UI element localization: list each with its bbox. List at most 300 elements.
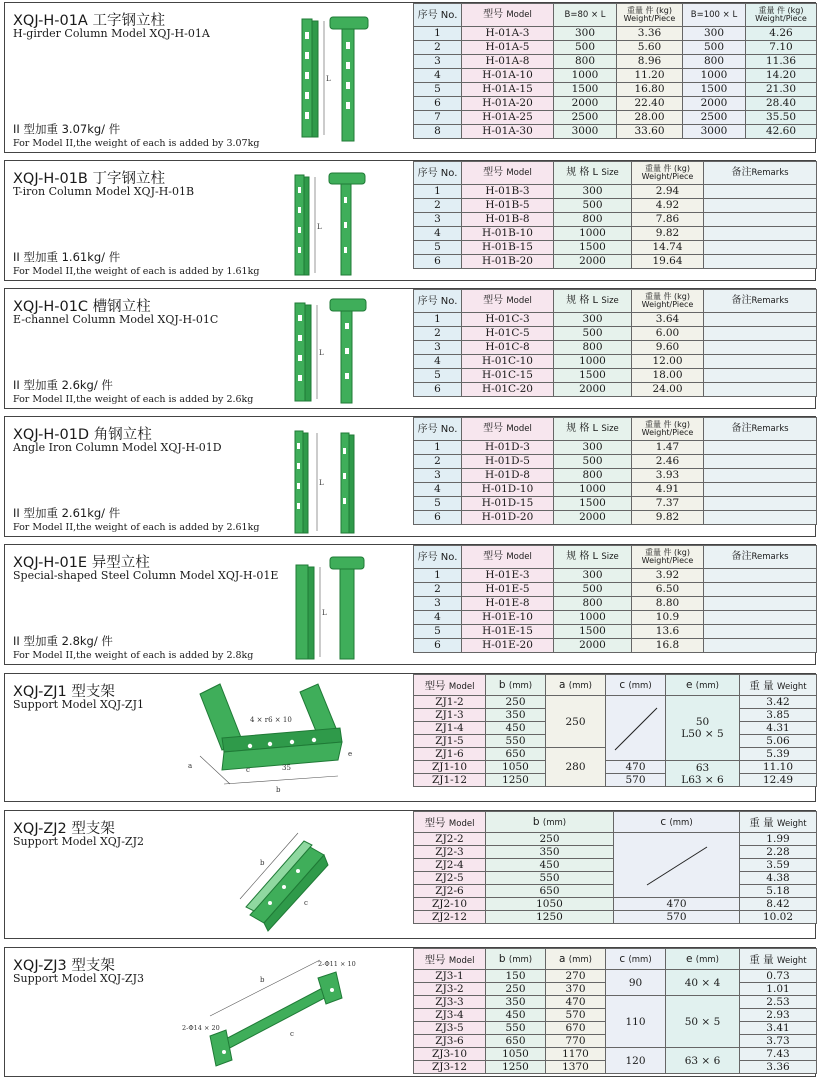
col-a xyxy=(546,949,606,970)
cell-remarks xyxy=(704,241,817,255)
cell-c: 110 xyxy=(606,996,666,1048)
cell-weight: 12.00 xyxy=(632,355,704,369)
col-a-unit: (mm) xyxy=(568,955,592,965)
col-model xyxy=(462,290,554,313)
cell-no: 2 xyxy=(414,199,462,213)
cell-weight: 5.18 xyxy=(740,885,817,898)
col-c-label: c xyxy=(619,953,626,965)
col-a-unit: (mm) xyxy=(568,681,592,691)
cell-model: ZJ1-5 xyxy=(414,735,486,748)
cell-length: 800 xyxy=(554,55,617,69)
section-left xyxy=(5,674,409,801)
table-row xyxy=(414,833,817,846)
cell-weight: 35.50 xyxy=(746,111,817,125)
cell-remarks xyxy=(704,227,817,241)
cell-model: ZJ3-12 xyxy=(414,1061,486,1074)
svg-text:b: b xyxy=(260,976,265,984)
cell-no: 4 xyxy=(414,611,462,625)
svg-text:35: 35 xyxy=(282,764,291,772)
cell-no: 5 xyxy=(414,497,462,511)
col-model xyxy=(414,675,486,696)
cell-model: H-01C-10 xyxy=(462,355,554,369)
table-row xyxy=(414,696,817,709)
cell-weight: 3.73 xyxy=(740,1035,817,1048)
cell-length: 2000 xyxy=(554,97,617,111)
section-h01d xyxy=(4,416,816,537)
col-e xyxy=(666,675,740,696)
cell-b: 550 xyxy=(486,872,614,885)
cell-model: ZJ2-12 xyxy=(414,911,486,924)
h01d-rows xyxy=(414,441,817,525)
col-model-cn: 型号 xyxy=(483,9,504,20)
col-no: 序号 No. xyxy=(414,418,462,441)
cell-model: ZJ3-5 xyxy=(414,1022,486,1035)
cell-no: 5 xyxy=(414,625,462,639)
col-model xyxy=(462,418,554,441)
cell-remarks xyxy=(704,341,817,355)
h01a-rows xyxy=(414,27,817,139)
cell-weight: 11.20 xyxy=(617,69,683,83)
cell-b: 450 xyxy=(486,1009,546,1022)
h-girder-figure xyxy=(290,7,380,149)
cell-model: H-01A-5 xyxy=(462,41,554,55)
col-b xyxy=(486,949,546,970)
col-remarks xyxy=(704,546,817,569)
table-row xyxy=(414,313,817,327)
diagonal-dash xyxy=(617,835,737,895)
col-weight xyxy=(632,418,704,441)
h01b-table xyxy=(413,161,817,269)
cell-model: ZJ2-3 xyxy=(414,846,486,859)
cell-length: 300 xyxy=(554,27,617,41)
col-size xyxy=(554,290,632,313)
col-b xyxy=(486,812,614,833)
col-weight-cn: 重量 件 (kg) xyxy=(644,548,691,557)
cell-length: 300 xyxy=(683,27,746,41)
cell-model: ZJ1-4 xyxy=(414,722,486,735)
zj2-table xyxy=(413,811,817,924)
h01b-rows xyxy=(414,185,817,269)
svg-text:b: b xyxy=(276,786,281,794)
col-remarks xyxy=(704,290,817,313)
col-weight-cn: 重量 件 (kg) xyxy=(626,6,673,15)
cell-a: 470 xyxy=(546,996,606,1009)
cell-size: 800 xyxy=(554,213,632,227)
svg-text:L: L xyxy=(322,609,327,617)
svg-text:c: c xyxy=(246,766,250,774)
cell-weight: 3.85 xyxy=(740,709,817,722)
cell-no: 3 xyxy=(414,469,462,483)
cell-model: ZJ1-6 xyxy=(414,748,486,761)
col-b-unit: (mm) xyxy=(508,955,533,965)
zj3-figure xyxy=(180,956,375,1074)
cell-remarks xyxy=(704,441,817,455)
col-remarks-en: Remarks xyxy=(751,168,789,178)
zj1-rows xyxy=(414,696,817,787)
table-row xyxy=(414,125,817,139)
cell-weight: 9.60 xyxy=(632,341,704,355)
cell-model: H-01C-15 xyxy=(462,369,554,383)
cell-weight: 2.28 xyxy=(740,846,817,859)
col-model-cn: 型号 xyxy=(424,953,446,966)
cell-model: H-01C-3 xyxy=(462,313,554,327)
col-weight2-cn: 重量 件 (kg) xyxy=(758,6,804,15)
cell-weight: 1.99 xyxy=(740,833,817,846)
cell-model: H-01D-3 xyxy=(462,441,554,455)
table-row xyxy=(414,255,817,269)
section-title-en: H-girder Column Model XQJ-H-01A xyxy=(13,27,210,40)
col-b100 xyxy=(683,4,746,27)
cell-c-dash xyxy=(606,696,666,761)
table-row xyxy=(414,469,817,483)
svg-text:e: e xyxy=(348,750,353,758)
cell-length: 1500 xyxy=(683,83,746,97)
cell-weight: 4.26 xyxy=(746,27,817,41)
section-title-cn: XQJ-H-01B 丁字钢立柱 xyxy=(13,171,165,187)
e-spec: L50 × 5 xyxy=(681,728,724,740)
col-weight-cn: 重量 件 (kg) xyxy=(644,420,691,429)
col-model-en: Model xyxy=(448,681,475,692)
col-weight-en: Weight xyxy=(777,955,807,966)
cell-length: 1000 xyxy=(683,69,746,83)
section-title-cn: XQJ-H-01C 槽钢立柱 xyxy=(13,299,151,315)
angle-iron-figure xyxy=(285,423,385,535)
col-a-label: a xyxy=(559,953,566,965)
col-b-label: b xyxy=(498,679,506,691)
col-c-label: c xyxy=(619,679,626,691)
col-weight2 xyxy=(746,4,817,27)
cell-a: 1370 xyxy=(546,1061,606,1074)
col-c-unit: (mm) xyxy=(669,818,693,828)
col-model-cn: 型号 xyxy=(424,679,446,692)
col-weight-cn: 重 量 xyxy=(749,679,774,692)
col-b-label: b xyxy=(498,953,506,965)
cell-a: 270 xyxy=(546,970,606,983)
table-row xyxy=(414,41,817,55)
cell-remarks xyxy=(704,313,817,327)
added-weight-en: For Model II,the weight of each is added by 3.07kg xyxy=(13,138,260,149)
h01e-table xyxy=(413,545,817,653)
cell-remarks xyxy=(704,469,817,483)
svg-text:L: L xyxy=(326,75,331,83)
col-model-cn: 型号 xyxy=(483,295,504,306)
cell-b: 1050 xyxy=(486,898,614,911)
cell-size: 2000 xyxy=(554,511,632,525)
cell-remarks xyxy=(704,255,817,269)
cell-model: H-01E-8 xyxy=(462,597,554,611)
diagonal-dash xyxy=(607,698,665,758)
cell-no: 6 xyxy=(414,639,462,653)
col-c xyxy=(606,675,666,696)
cell-size: 500 xyxy=(554,327,632,341)
cell-remarks xyxy=(704,569,817,583)
added-weight-en: For Model II,the weight of each is added by 2.6kg xyxy=(13,394,254,405)
table-row xyxy=(414,911,817,924)
cell-no: 5 xyxy=(414,241,462,255)
section-left xyxy=(5,3,409,152)
col-no: 序号 No. xyxy=(414,162,462,185)
svg-text:a: a xyxy=(188,762,193,770)
col-remarks-en: Remarks xyxy=(751,552,789,562)
col-weight xyxy=(740,812,817,833)
t-iron-figure xyxy=(285,167,385,279)
svg-text:c: c xyxy=(304,899,308,907)
cell-size: 1000 xyxy=(554,483,632,497)
cell-no: 3 xyxy=(414,597,462,611)
cell-weight: 21.30 xyxy=(746,83,817,97)
col-size xyxy=(554,546,632,569)
zj2-rows xyxy=(414,833,817,924)
cell-no: 1 xyxy=(414,441,462,455)
table-row xyxy=(414,455,817,469)
cell-model: ZJ3-4 xyxy=(414,1009,486,1022)
cell-weight: 5.06 xyxy=(740,735,817,748)
col-remarks-cn: 备注 xyxy=(731,167,752,178)
cell-model: H-01A-25 xyxy=(462,111,554,125)
cell-model: ZJ1-10 xyxy=(414,761,486,774)
cell-length: 2000 xyxy=(683,97,746,111)
col-b100-label: B=100 × L xyxy=(690,10,738,20)
cell-remarks xyxy=(704,199,817,213)
col-model-en: Model xyxy=(448,818,475,829)
cell-weight: 8.42 xyxy=(740,898,817,911)
cell-model: H-01A-15 xyxy=(462,83,554,97)
col-model-en: Model xyxy=(506,168,532,178)
cell-size: 1000 xyxy=(554,611,632,625)
section-zj3 xyxy=(4,947,816,1077)
cell-weight: 3.36 xyxy=(740,1061,817,1074)
col-model-cn: 型号 xyxy=(424,816,446,829)
cell-b: 450 xyxy=(486,859,614,872)
cell-remarks xyxy=(704,327,817,341)
cell-b: 1250 xyxy=(486,911,614,924)
svg-text:c: c xyxy=(290,1030,294,1038)
col-e-label: e xyxy=(685,679,693,691)
col-model-en: Model xyxy=(506,296,532,306)
table-row xyxy=(414,569,817,583)
cell-weight: 13.6 xyxy=(632,625,704,639)
cell-model: ZJ3-1 xyxy=(414,970,486,983)
section-title-cn: XQJ-ZJ3 型支架 xyxy=(13,958,115,974)
cell-b: 550 xyxy=(486,1022,546,1035)
cell-remarks xyxy=(704,483,817,497)
col-b80 xyxy=(554,4,617,27)
col-weight-en: Weight/Piece xyxy=(641,172,694,181)
special-shaped-figure xyxy=(290,553,380,663)
cell-size: 800 xyxy=(554,597,632,611)
cell-model: H-01B-5 xyxy=(462,199,554,213)
col-weight-en: Weight/Piece xyxy=(623,14,676,23)
e-channel-figure xyxy=(285,293,385,407)
cell-weight: 16.8 xyxy=(632,639,704,653)
cell-remarks xyxy=(704,611,817,625)
cell-no: 2 xyxy=(414,455,462,469)
col-size-en: Size xyxy=(601,552,619,562)
cell-model: H-01B-20 xyxy=(462,255,554,269)
cell-size: 800 xyxy=(554,469,632,483)
cell-weight: 3.42 xyxy=(740,696,817,709)
table-row xyxy=(414,97,817,111)
col-e-unit: (mm) xyxy=(695,955,719,965)
section-title-cn: XQJ-H-01D 角钢立柱 xyxy=(13,427,152,443)
table-row xyxy=(414,611,817,625)
col-size-en: Size xyxy=(601,424,619,434)
cell-a: 770 xyxy=(546,1035,606,1048)
cell-b: 350 xyxy=(486,996,546,1009)
cell-weight: 0.73 xyxy=(740,970,817,983)
col-weight-en: Weight/Piece xyxy=(641,556,694,565)
section-h01c xyxy=(4,288,816,409)
col-model-en: Model xyxy=(506,552,532,562)
col-size-cn: 规 格 L xyxy=(566,295,599,306)
cell-size: 300 xyxy=(554,441,632,455)
cell-e: 50 × 5 xyxy=(666,996,740,1048)
cell-weight: 7.10 xyxy=(746,41,817,55)
cell-length: 1000 xyxy=(554,69,617,83)
section-left xyxy=(5,289,409,408)
section-left xyxy=(5,417,409,536)
cell-c: 570 xyxy=(614,911,740,924)
cell-model: ZJ2-4 xyxy=(414,859,486,872)
table-row xyxy=(414,898,817,911)
table-row xyxy=(414,597,817,611)
section-h01a xyxy=(4,2,816,153)
cell-no: 1 xyxy=(414,185,462,199)
cell-weight: 6.00 xyxy=(632,327,704,341)
cell-weight: 11.10 xyxy=(740,761,817,774)
table-row xyxy=(414,199,817,213)
col-model-en: Model xyxy=(506,424,532,434)
added-weight-cn: II 型加重 2.8kg/ 件 xyxy=(13,634,113,648)
cell-length: 2500 xyxy=(683,111,746,125)
cell-model: H-01A-10 xyxy=(462,69,554,83)
col-model-en: Model xyxy=(506,10,532,20)
cell-length: 500 xyxy=(683,41,746,55)
table-row xyxy=(414,441,817,455)
cell-no: 3 xyxy=(414,341,462,355)
col-size-cn: 规 格 L xyxy=(566,423,599,434)
table-row xyxy=(414,761,817,774)
cell-weight: 22.40 xyxy=(617,97,683,111)
cell-weight: 1.47 xyxy=(632,441,704,455)
cell-model: ZJ1-3 xyxy=(414,709,486,722)
col-c xyxy=(614,812,740,833)
cell-model: ZJ2-5 xyxy=(414,872,486,885)
col-weight xyxy=(617,4,683,27)
section-title-en: Support Model XQJ-ZJ1 xyxy=(13,698,144,711)
cell-weight: 7.37 xyxy=(632,497,704,511)
cell-size: 300 xyxy=(554,313,632,327)
cell-weight: 18.00 xyxy=(632,369,704,383)
col-weight-en: Weight xyxy=(777,818,807,829)
col-weight xyxy=(632,546,704,569)
section-title-en: T-iron Column Model XQJ-H-01B xyxy=(13,185,195,198)
zj1-table xyxy=(413,674,817,787)
cell-length: 2500 xyxy=(554,111,617,125)
zj1-figure xyxy=(180,680,380,798)
added-weight-cn: II 型加重 2.6kg/ 件 xyxy=(13,378,113,392)
cell-model: H-01B-3 xyxy=(462,185,554,199)
col-weight xyxy=(740,949,817,970)
cell-weight: 4.92 xyxy=(632,199,704,213)
cell-no: 2 xyxy=(414,327,462,341)
table-row xyxy=(414,970,817,983)
cell-length: 800 xyxy=(683,55,746,69)
table-row xyxy=(414,83,817,97)
cell-weight: 5.60 xyxy=(617,41,683,55)
cell-weight: 7.43 xyxy=(740,1048,817,1061)
cell-a: 250 xyxy=(546,696,606,748)
cell-e xyxy=(666,696,740,761)
section-zj2 xyxy=(4,810,816,939)
cell-b: 150 xyxy=(486,970,546,983)
cell-no: 1 xyxy=(414,27,462,41)
cell-model: ZJ1-12 xyxy=(414,774,486,787)
col-model xyxy=(462,4,554,27)
col-remarks xyxy=(704,418,817,441)
col-c-unit: (mm) xyxy=(628,955,652,965)
cell-remarks xyxy=(704,511,817,525)
table-row xyxy=(414,355,817,369)
col-b80-label: B=80 × L xyxy=(564,10,606,20)
cell-model: ZJ2-2 xyxy=(414,833,486,846)
added-weight-en: For Model II,the weight of each is added by 2.8kg xyxy=(13,650,254,661)
cell-no: 1 xyxy=(414,569,462,583)
table-row xyxy=(414,69,817,83)
section-title-cn: XQJ-H-01E 异型立柱 xyxy=(13,555,150,571)
cell-size: 500 xyxy=(554,583,632,597)
col-weight-en: Weight/Piece xyxy=(641,428,694,437)
cell-c-dash xyxy=(614,833,740,898)
e-spec: L63 × 6 xyxy=(681,773,724,786)
zj1-hole-label: 4 × r6 × 10 xyxy=(250,716,292,724)
cell-a: 670 xyxy=(546,1022,606,1035)
e-value: 63 xyxy=(695,761,710,774)
cell-model: H-01B-15 xyxy=(462,241,554,255)
col-remarks xyxy=(704,162,817,185)
table-row xyxy=(414,639,817,653)
col-size-en: Size xyxy=(601,296,619,306)
col-b-label: b xyxy=(532,816,540,828)
col-b-unit: (mm) xyxy=(542,818,567,828)
cell-size: 2000 xyxy=(554,255,632,269)
section-left xyxy=(5,161,409,280)
cell-weight: 3.36 xyxy=(617,27,683,41)
cell-weight: 3.92 xyxy=(632,569,704,583)
cell-c: 470 xyxy=(614,898,740,911)
cell-model: H-01D-15 xyxy=(462,497,554,511)
table-row xyxy=(414,241,817,255)
cell-weight: 24.00 xyxy=(632,383,704,397)
cell-length: 3000 xyxy=(683,125,746,139)
table-row xyxy=(414,497,817,511)
col-c xyxy=(606,949,666,970)
cell-no: 6 xyxy=(414,511,462,525)
col-weight xyxy=(632,162,704,185)
cell-weight: 9.82 xyxy=(632,511,704,525)
svg-text:L: L xyxy=(319,479,324,487)
cell-model: ZJ2-6 xyxy=(414,885,486,898)
col-model-cn: 型号 xyxy=(483,551,504,562)
section-h01b xyxy=(4,160,816,281)
col-no: 序号 No. xyxy=(414,290,462,313)
cell-no: 5 xyxy=(414,369,462,383)
cell-remarks xyxy=(704,597,817,611)
cell-model: ZJ3-2 xyxy=(414,983,486,996)
cell-model: H-01C-20 xyxy=(462,383,554,397)
cell-remarks xyxy=(704,455,817,469)
col-c-label: c xyxy=(660,816,667,828)
